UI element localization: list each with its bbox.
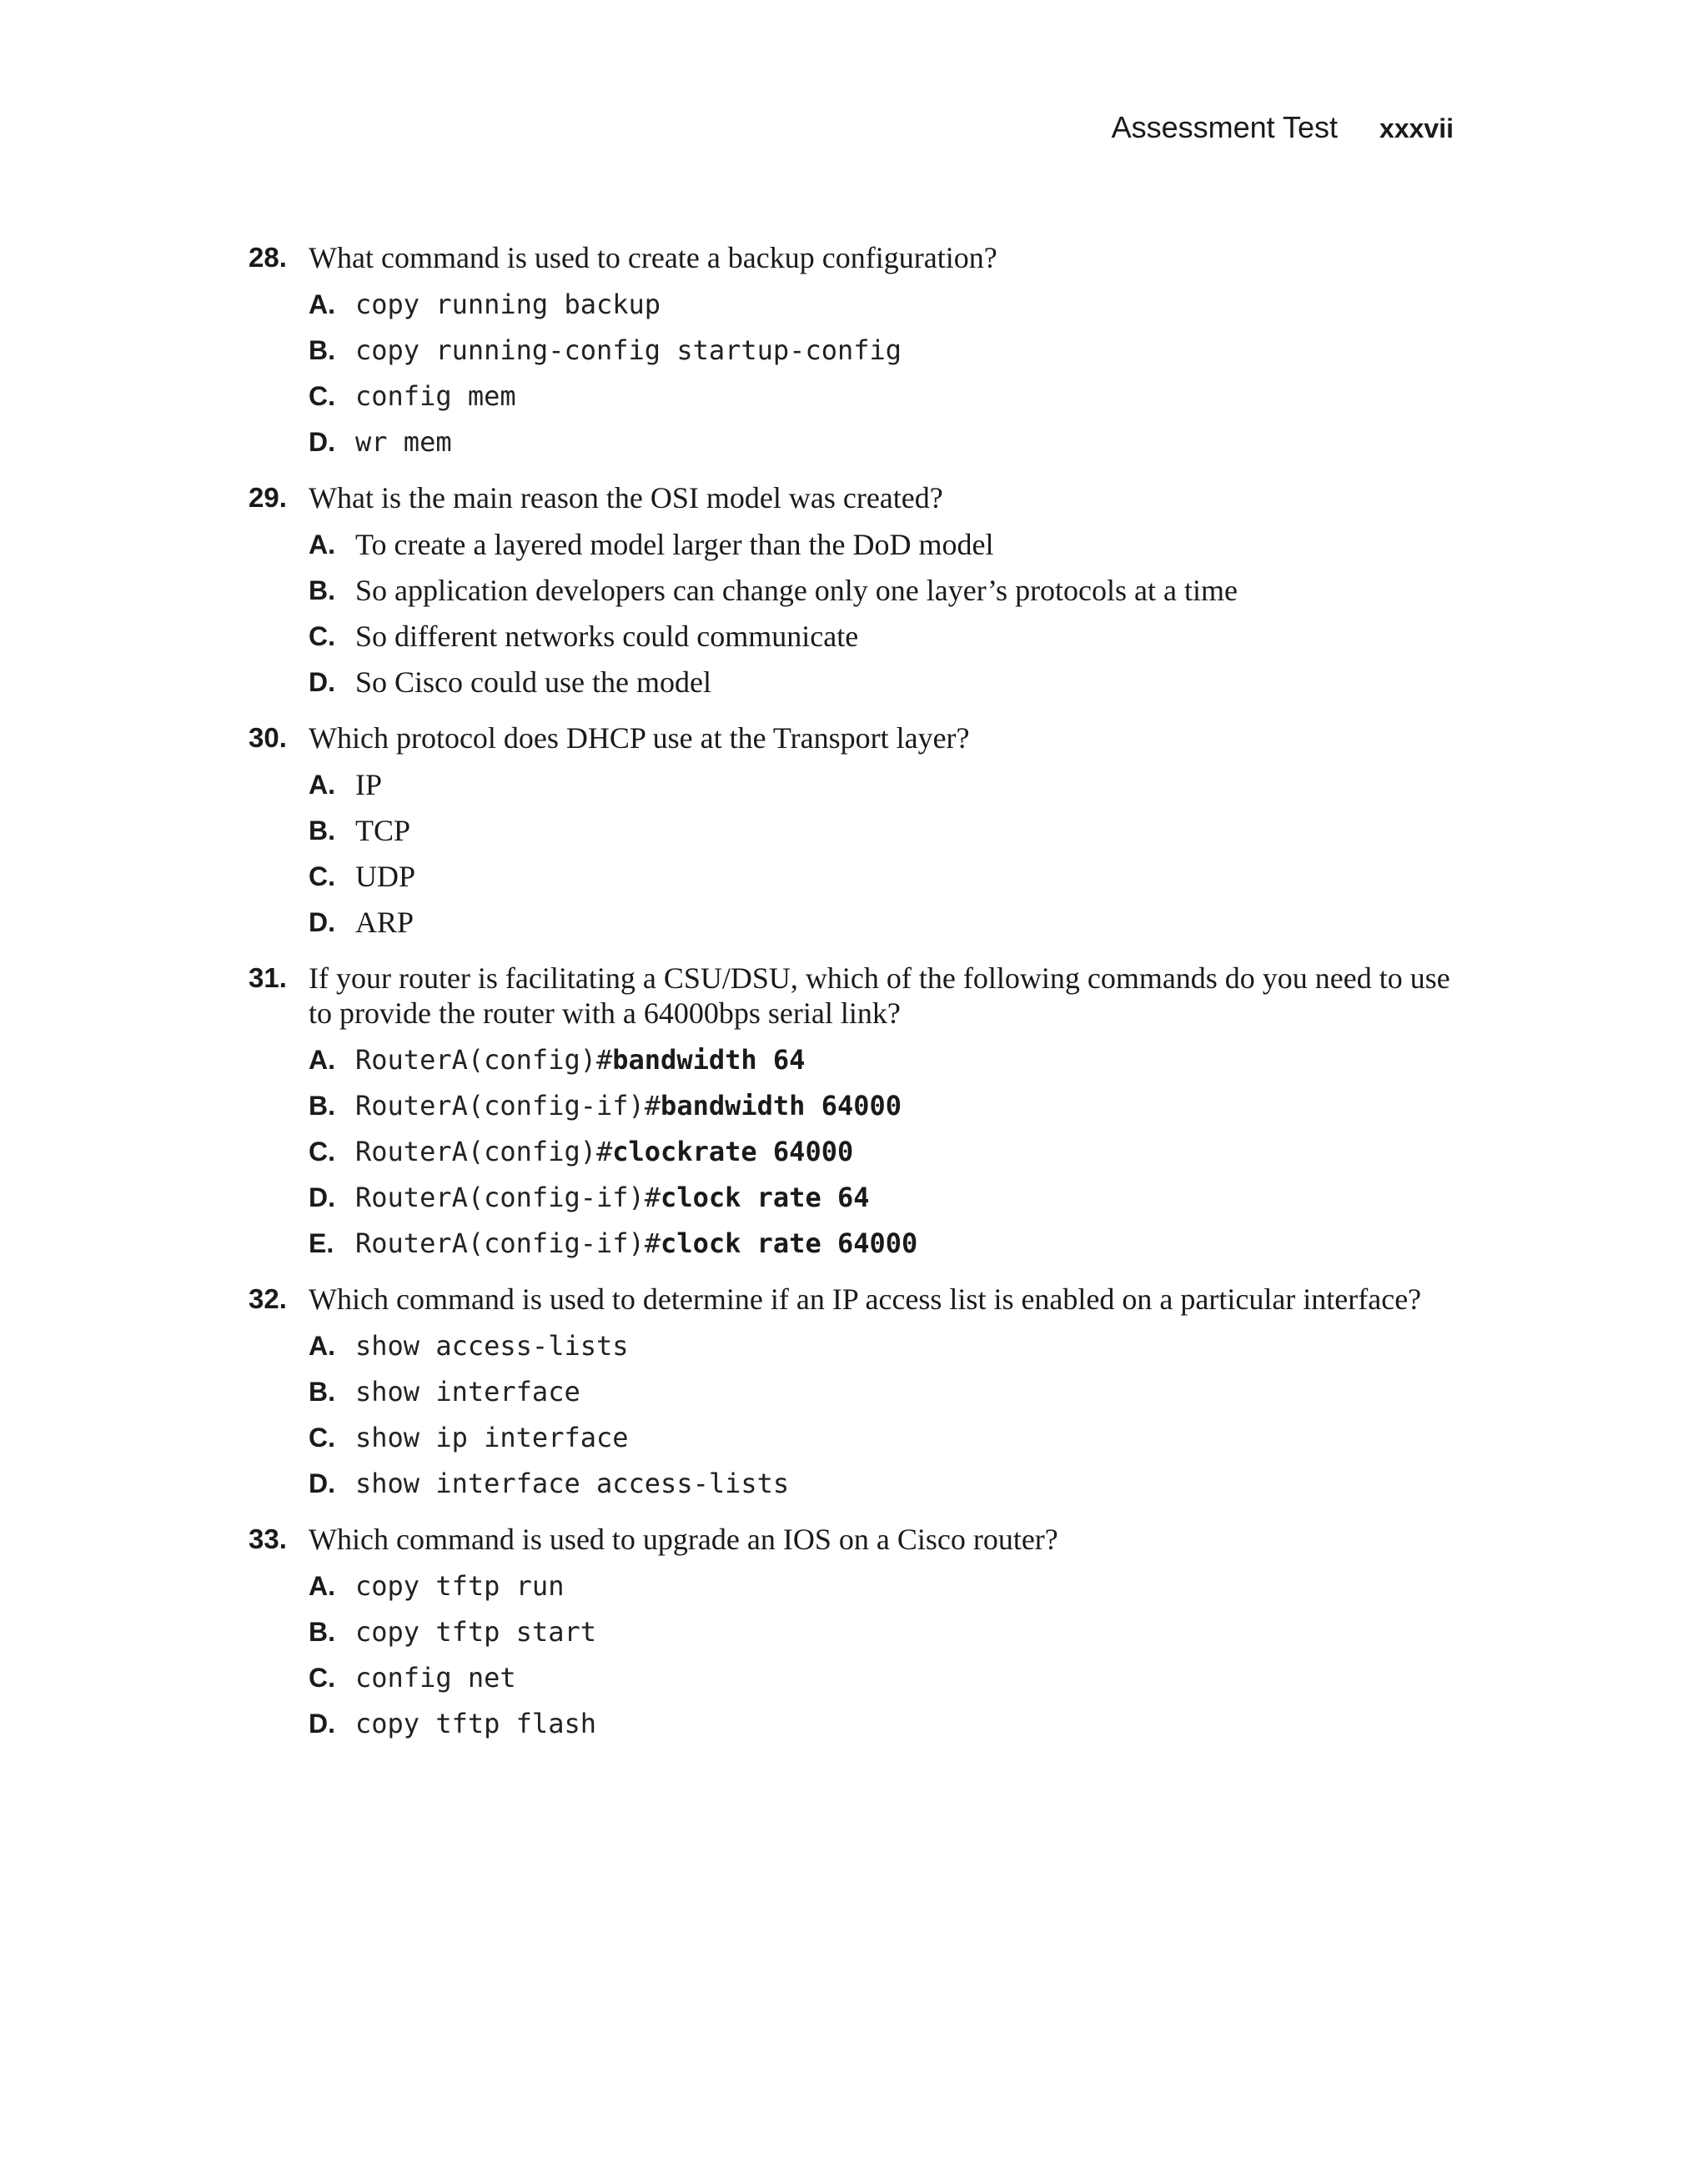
question-stem: [249, 1282, 1459, 1317]
question-number: 29.: [249, 482, 287, 513]
option-text: So different networks could communicate: [355, 620, 859, 653]
option-letter: B.: [309, 1091, 335, 1121]
question-list: [249, 240, 1459, 1762]
option-letter: E.: [309, 1228, 334, 1258]
option-letter: D.: [309, 1709, 335, 1739]
answer-options: [249, 1563, 1459, 1747]
option-text: show interface: [355, 1376, 580, 1408]
answer-option: [309, 900, 1459, 946]
answer-options: [249, 282, 1459, 465]
answer-option: [309, 1701, 1459, 1747]
question-32: [249, 1282, 1459, 1507]
answer-option: [309, 1175, 1459, 1221]
question-30: [249, 720, 1459, 946]
answer-option: [309, 1461, 1459, 1507]
answer-options: [249, 522, 1459, 705]
answer-option: [309, 854, 1459, 900]
option-letter: D.: [309, 667, 335, 697]
question-number: 32.: [249, 1283, 287, 1314]
option-text: show interface access-lists: [355, 1468, 790, 1499]
answer-option: [309, 614, 1459, 660]
option-text: copy running backup: [355, 289, 661, 320]
option-letter: C.: [309, 621, 335, 651]
option-letter: B.: [309, 1377, 335, 1407]
option-letter: B.: [309, 335, 335, 365]
question-text-line-1: If your router is facilitating a CSU/DSU, which of the following commands do you need to use: [309, 961, 1450, 995]
option-text: So Cisco could use the model: [355, 665, 711, 699]
option-text: TCP: [355, 814, 411, 847]
answer-options: [249, 1323, 1459, 1507]
option-text: copy tftp flash: [355, 1708, 596, 1739]
option-text: ARP: [355, 906, 414, 939]
question-number: 30.: [249, 722, 287, 753]
answer-option: [309, 1369, 1459, 1415]
option-text: UDP: [355, 860, 416, 893]
router-prompt: RouterA(config)#: [355, 1044, 613, 1076]
question-text: What is the main reason the OSI model was created?: [309, 481, 943, 514]
answer-option: [309, 1563, 1459, 1609]
option-letter: D.: [309, 907, 335, 937]
router-prompt: RouterA(config-if)#: [355, 1090, 661, 1122]
option-letter: A.: [309, 770, 335, 800]
question-29: [249, 480, 1459, 705]
option-letter: C.: [309, 1663, 335, 1693]
option-text: show ip interface: [355, 1422, 629, 1453]
option-text: copy tftp start: [355, 1616, 596, 1648]
option-letter: C.: [309, 381, 335, 411]
option-letter: C.: [309, 1423, 335, 1453]
question-number: 31.: [249, 962, 287, 993]
router-prompt: RouterA(config-if)#: [355, 1182, 661, 1213]
answer-options: [249, 1037, 1459, 1267]
running-head: [1112, 110, 1454, 145]
router-command: clockrate 64000: [612, 1136, 854, 1167]
option-text: So application developers can change only one layer’s protocols at a time: [355, 574, 1238, 607]
option-letter: D.: [309, 427, 335, 457]
option-text: copy tftp run: [355, 1570, 565, 1602]
option-text: wr mem: [355, 426, 452, 458]
option-letter: B.: [309, 575, 335, 605]
question-number: 33.: [249, 1523, 287, 1554]
answer-option: [309, 1609, 1459, 1655]
answer-option: [309, 762, 1459, 808]
question-28: [249, 240, 1459, 465]
option-text: config mem: [355, 380, 516, 412]
question-stem: [249, 240, 1459, 275]
answer-option: [309, 282, 1459, 328]
question-stem: [249, 1522, 1459, 1557]
option-letter: A.: [309, 1045, 335, 1075]
question-number: 28.: [249, 242, 287, 273]
page-number: xxxvii: [1379, 113, 1454, 143]
question-text: Which command is used to determine if an IP access list is enabled on a particular interface?: [309, 1282, 1422, 1316]
answer-options: [249, 762, 1459, 946]
question-text-line-2: to provide the router with a 64000bps serial link?: [309, 996, 901, 1030]
question-text: Which command is used to upgrade an IOS on a Cisco router?: [309, 1523, 1058, 1556]
answer-option: [309, 1655, 1459, 1701]
answer-option: [309, 1221, 1459, 1267]
question-stem: [249, 720, 1459, 755]
option-text: show access-lists: [355, 1330, 629, 1362]
option-text: To create a layered model larger than the DoD model: [355, 528, 994, 561]
answer-option: [309, 1037, 1459, 1083]
router-command: clock rate 64: [661, 1182, 870, 1213]
option-letter: A.: [309, 1571, 335, 1601]
option-text: IP: [355, 768, 383, 801]
router-command: bandwidth 64: [612, 1044, 806, 1076]
question-31: [249, 961, 1459, 1267]
answer-option: [309, 568, 1459, 614]
answer-option: [309, 419, 1459, 465]
option-letter: A.: [309, 1331, 335, 1361]
answer-option: [309, 1415, 1459, 1461]
router-prompt: RouterA(config-if)#: [355, 1227, 661, 1259]
question-text: What command is used to create a backup configuration?: [309, 241, 997, 274]
option-letter: A.: [309, 289, 335, 319]
answer-option: [309, 1083, 1459, 1129]
option-letter: C.: [309, 861, 335, 891]
option-letter: D.: [309, 1468, 335, 1498]
router-command: clock rate 64000: [661, 1227, 918, 1259]
question-stem: [249, 480, 1459, 515]
option-letter: D.: [309, 1182, 335, 1212]
option-letter: B.: [309, 1617, 335, 1647]
question-33: [249, 1522, 1459, 1747]
option-text: config net: [355, 1662, 516, 1694]
answer-option: [309, 374, 1459, 419]
answer-option: [309, 1323, 1459, 1369]
option-letter: C.: [309, 1137, 335, 1167]
answer-option: [309, 1129, 1459, 1175]
question-text: Which protocol does DHCP use at the Transport layer?: [309, 721, 970, 755]
option-letter: B.: [309, 816, 335, 846]
answer-option: [309, 328, 1459, 374]
answer-option: [309, 522, 1459, 568]
running-head-title: Assessment Test: [1111, 110, 1339, 144]
option-text: copy running-config startup-config: [355, 334, 902, 366]
question-stem: [249, 961, 1459, 1031]
router-command: bandwidth 64000: [661, 1090, 902, 1122]
answer-option: [309, 660, 1459, 705]
option-letter: A.: [309, 529, 335, 560]
router-prompt: RouterA(config)#: [355, 1136, 613, 1167]
answer-option: [309, 808, 1459, 854]
